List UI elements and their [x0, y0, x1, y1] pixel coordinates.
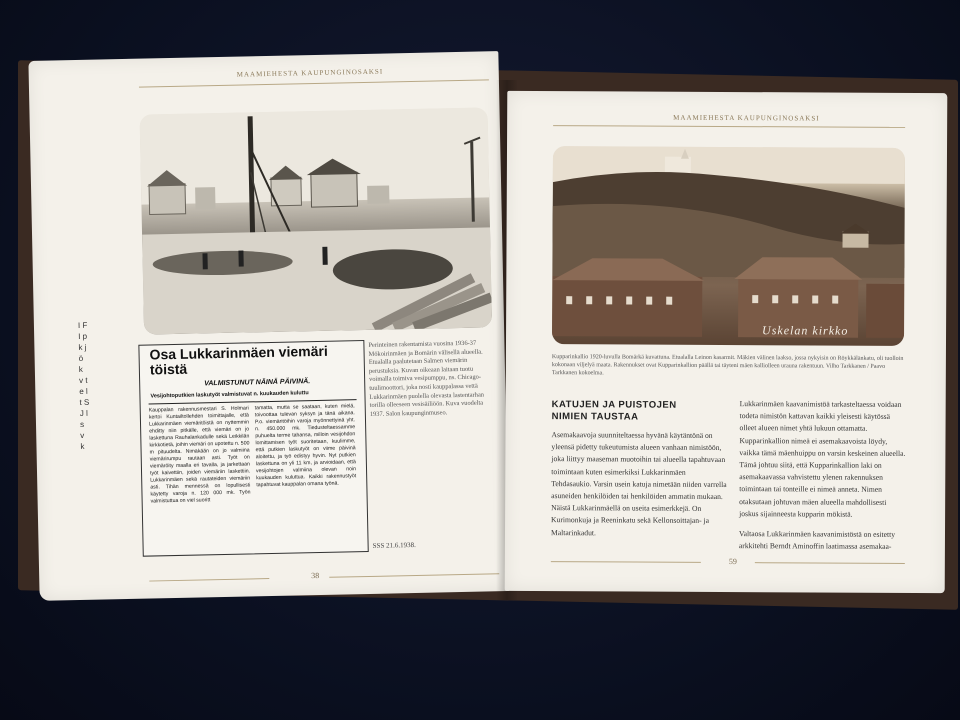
section-heading-line-2: NIMIEN TAUSTAA: [551, 411, 639, 423]
right-top-rule: [553, 125, 905, 128]
left-photo-caption: Perinteinen rakentamista vuosina 1936-37 Mökoirinmäen ja Bomärin välisellä alueella. Etualalla paalutetaan Salmen viemärin perustuksia. Kuvan oikeaan laitaan tuotu voimalla toimiva vesipumppu, ns. Chicago-tuulimoottori, joka nosti kauppalassa vettä Lukkarinmäen puolella olevasta lastentarhan torilla olleeseen vesisäiliöön. Kuva vuodelta 1937. Salon kaupunginmuseo.: [368, 339, 485, 418]
right-running-head: MAAMIEHESTA KAUPUNGINOSAKSI: [673, 113, 820, 123]
left-page: [28, 51, 509, 601]
photo-inscription: Uskelan kirkko: [762, 323, 849, 338]
right-page-number: 59: [728, 557, 737, 567]
left-top-rule: [139, 79, 489, 87]
body-column-1: Asemakaavoja suunniteltaessa hyvänä käytäntönä on yleensä pidetty tukeutumista alueen vanhaan nimistöön, joka liittyy maaseman muotoihin tai alueella tapahtuvaan toimintaan kuten esimerkiksi Lukkarinmäen Tehdasaukio. Varsin usein katuja nimetään niiden varrella asuneiden henkilöiden tai henkilöiden ammatin mukaan. Näistä Lukkarinmäellä on useita esimerkkejä. On Kurimonkuja ja Reeninkatu sekä Kellonsoittajan- ja Maltarinkadut.: [550, 430, 727, 537]
right-page: [505, 91, 948, 593]
clipping-column-1: Kauppalan rakennusmestari S. Holmari kertoi Kuntailtollehden toimittajalle, että Lukkarinmäen viemäritöistä on nyttemmin ehditty niin pitkälle, että viemäri on jo laskettuna Rauhalankadulle sekä Leikkilän kirkkotietä, joihin viemäri on upotettu n. 500 m pituudelta. Nimäkään on jo valmiina viemärirumpu rautaan asti. Työt on viemäröity maalla eri tavalla, ja jarkettaan työt kaivettiin, joiden viemäriin laskettiin. Lukkarinmäen sekä rautateiden viemäriin asti. Tihän mennessä on lopullisesti käytetty varoja n. 120 000 mk. Työn valmistuttua on viel suoritt: [148, 405, 251, 505]
construction-photo-drawing: [140, 107, 493, 334]
town-photo: [552, 146, 905, 346]
clipping-subheadline: VALMISTUNUT NÄINÄ PÄIVINÄ.: [204, 378, 311, 388]
clipping-column-2: tamatta, mutta se saataan, kuten mielä, toivoottaa tulevan syksyn ja tänä aikana. P.o. viemäritöihin varoja myönnettyinä yht. n. 450.000 mk. Tiedusteltaessamme puhuelta terme tahansa, milloin vesijohdon lomittamisen työt suoritetaan, kuulimme, että putkien laskutyöt on viime päivinä aloitettu, ja työ edistyy hyvin. Nyt putkien laskettuna on yli 11 km, ja arvioidaan, että vesijohtojen valmiina olevan noin kuukauden kuluttua. Kaikki rakennustyöt tapahtuvat kauppalan omana työnä.: [254, 403, 357, 489]
right-photo-caption: Kupparinkallio 1920-luvulla Bomärkä kuvattuna. Etualalla Leinon kasarmit. Mäkien välinen laakso, jossa nykyisin on Röykkälänkatu, oli tuolloin kokonaan viljelyä maata. Rakennukset ovat Kupparinkallion päällä tai täyteni mäen kalliolleen urauna rakentuun. Vilho Tarkkanen / Paavo Tarkkanen kokoelma.: [551, 354, 904, 377]
left-bottom-rule-1: [149, 578, 269, 582]
section-heading-line-1: KATUJEN JA PUISTOJEN: [551, 399, 677, 411]
body-column-2-para-2: Valtaosa Lukkarinmäen kaavanimistöstä on esitetty arkkitehti Berndt Aminoffin laatimassa asemakaa-: [738, 529, 896, 552]
right-bottom-rule-1: [551, 561, 701, 563]
clipping-source: SSS 21.6.1938.: [372, 540, 416, 550]
newspaper-clipping: [138, 340, 368, 557]
construction-photo: [140, 107, 493, 334]
section-heading: [552, 399, 677, 424]
clipping-lead: Vesijohtoputkien laskutyöt valmistuvat n. kuukauden kuluttu: [150, 390, 309, 400]
left-page-number: 38: [311, 571, 320, 581]
left-running-head: MAAMIEHESTA KAUPUNGINOSAKSI: [236, 67, 384, 79]
body-column-2-para-1: Lukkarinmäen kaavanimistöä tarkasteltaessa voidaan todeta nimistön kattavan kaikki yleisesti käytössä olleet alueen nimet yhtä lukuun ottamatta. Kupparinkallion nimeä ei asemakaavoista löydy, vaikka tämä mäenhuippu on varsin keskeinen alueella. Tämä johtuu siitä, että Kupparinkallion laki on asemakaavassa vahvistettu ylenen rakennuksen toimintaan tai tonteille ei nimeä anneta. Nimen otaksutaan johtuvan mäen alueella mahdollisesti joskus sijainneesta kupparin mökistä.: [739, 399, 906, 519]
clipping-headline: Osa Lukkarinmäen viemäri töistä: [149, 342, 328, 378]
left-bottom-rule-2: [329, 573, 499, 578]
margin-letters: I F I p k j ö k v t e l t S J l s v k: [77, 320, 90, 451]
right-bottom-rule-2: [755, 562, 905, 564]
body-column-2: [739, 398, 908, 553]
town-photo-drawing: [552, 146, 905, 346]
